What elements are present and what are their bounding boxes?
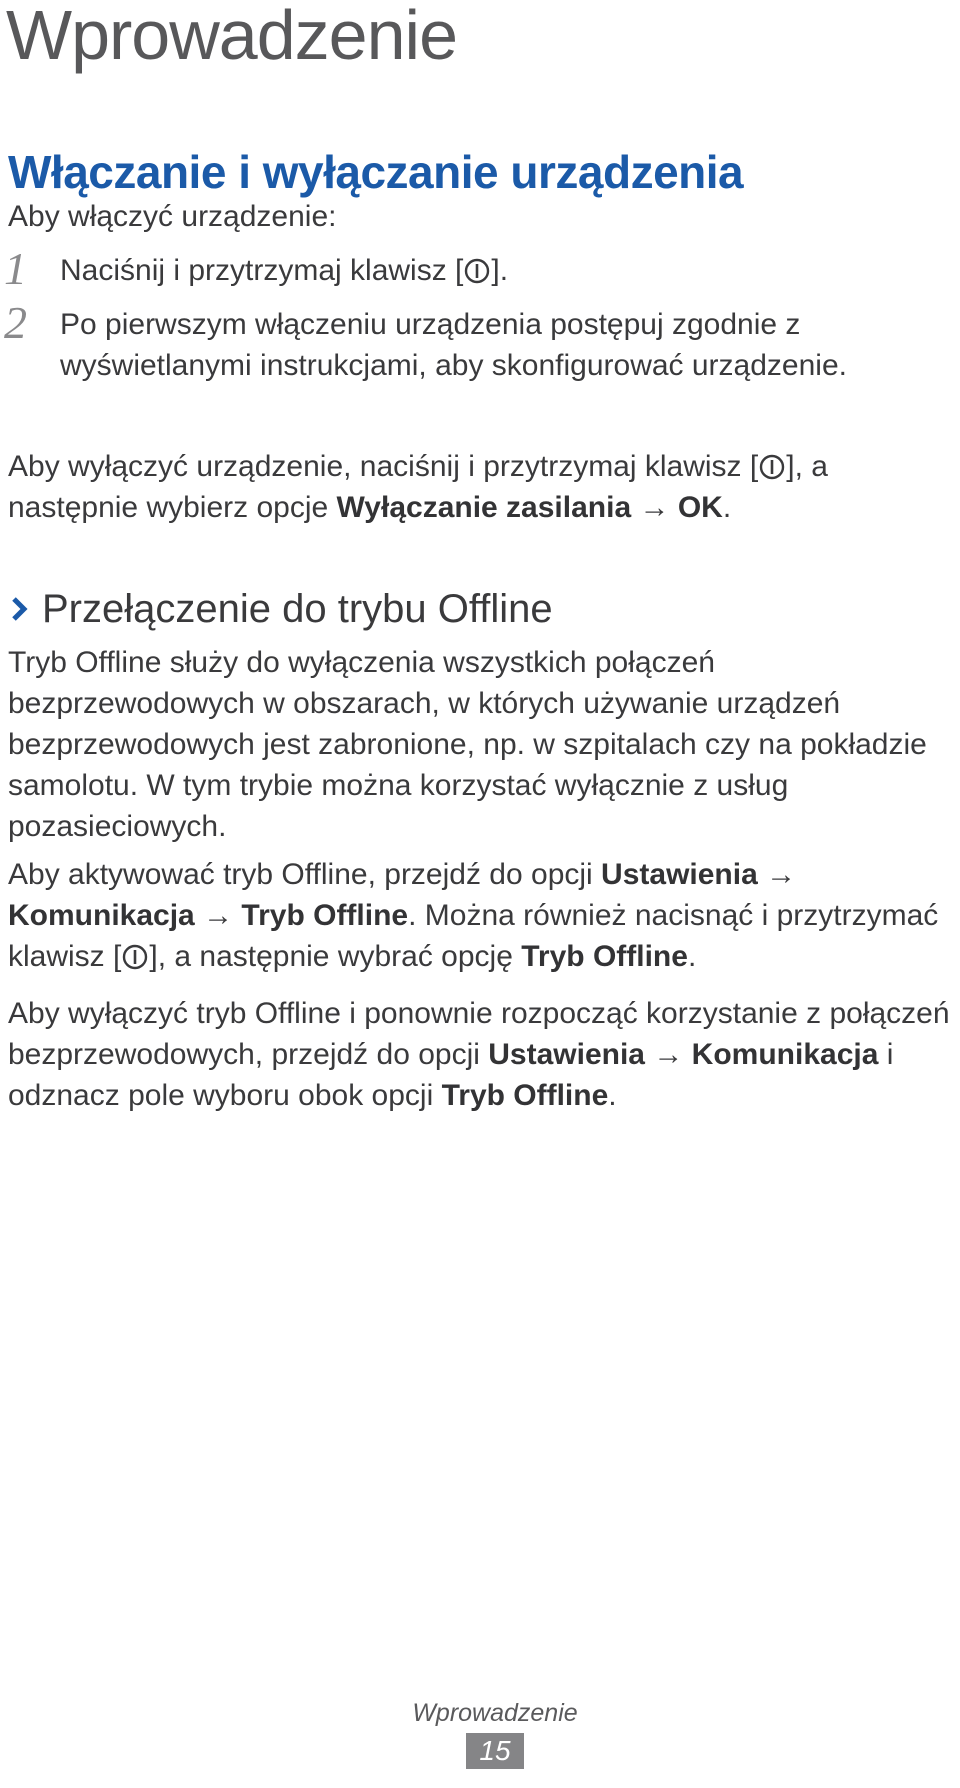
step-text: Po pierwszym włączeniu urządzenia postępuj zgodnie z wyświetlanymi instrukcjami, aby skonfigurować urządzenie. bbox=[60, 308, 847, 382]
intro-text: Aby włączyć urządzenie: bbox=[8, 200, 337, 233]
power-key-icon bbox=[122, 944, 148, 970]
step-number: 2 bbox=[4, 297, 27, 348]
subsection-heading: Przełączenie do trybu Offline bbox=[8, 584, 553, 634]
power-key-icon bbox=[464, 258, 490, 284]
offline-disable-paragraph: Aby wyłączyć tryb Offline i ponownie rozpocząć korzystanie z połączeń bezprzewodowych, przejdź do opcji Ustawienia → Komunikacja i odznacz pole wyboru obok opcji Tryb Offline. bbox=[8, 997, 950, 1112]
step-number: 1 bbox=[4, 243, 27, 294]
offline-description: Tryb Offline służy do wyłączenia wszystkich połączeń bezprzewodowych w obszarach, w których używanie urządzeń bezprzewodowych jest zabronione, np. w szpitalach czy na pokładzie samolotu. W tym trybie można korzystać wyłącznie z usług pozasieciowych. bbox=[8, 646, 927, 843]
footer-section-label: Wprowadzenie bbox=[412, 1699, 578, 1727]
poweroff-paragraph: Aby wyłączyć urządzenie, naciśnij i przytrzymaj klawisz [ ], a następnie wybierz opcje Wyłączanie zasilania → OK. bbox=[8, 450, 828, 524]
page-title: Wprowadzenie bbox=[6, 0, 457, 74]
chevron-right-icon bbox=[8, 594, 30, 624]
power-key-icon bbox=[759, 454, 785, 480]
page-number: 15 bbox=[466, 1733, 524, 1769]
offline-enable-paragraph: Aby aktywować tryb Offline, przejdź do opcji Ustawienia → Komunikacja → Tryb Offline. Można również nacisnąć i przytrzymać klawisz [ ], a następnie wybrać opcję Tryb Offline. bbox=[8, 858, 939, 973]
section-heading: Włączanie i wyłączanie urządzenia bbox=[8, 146, 744, 198]
step-text: Naciśnij i przytrzymaj klawisz [ ]. bbox=[60, 254, 509, 287]
